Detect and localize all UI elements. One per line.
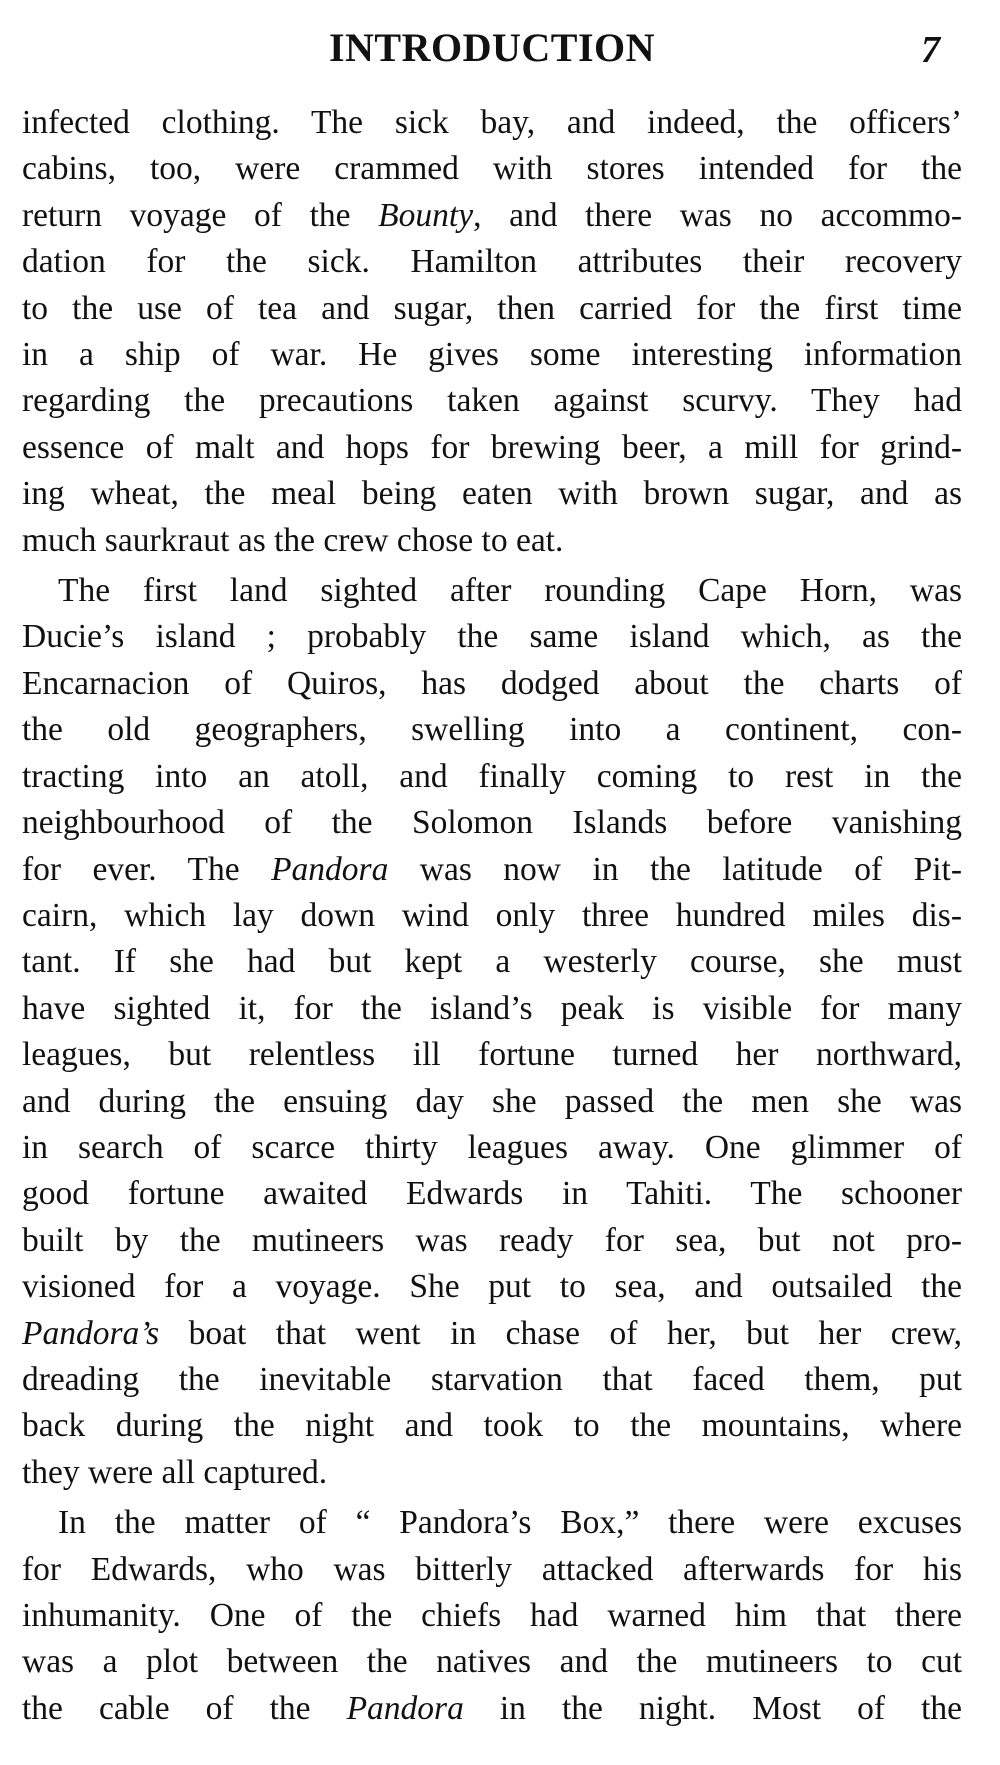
text-line [22, 286, 962, 332]
text-run: much saurkraut as the crew chose to eat. [22, 521, 564, 559]
text-run: cabins, too, were crammed with stores intended for the [22, 150, 962, 188]
text-line [22, 1403, 962, 1449]
text-line [22, 193, 962, 239]
text-run: in the night. Most of the [463, 1689, 962, 1727]
text-run: they were all captured. [22, 1453, 328, 1491]
text-line [22, 1593, 962, 1639]
text-run: return voyage of the [22, 196, 379, 234]
text-line [22, 847, 962, 893]
text-line [22, 1125, 962, 1171]
text-run: tracting into an atoll, and finally coming to rest in the [22, 757, 962, 795]
text-line [22, 1171, 962, 1217]
text-run: infected clothing. The sick bay, and indeed, the officers’ [22, 104, 962, 141]
text-run: to the use of tea and sugar, then carried for the first time [22, 289, 962, 327]
text-line [22, 1218, 962, 1264]
text-line [22, 332, 962, 378]
italic-text: Pandora’s [22, 1314, 160, 1352]
italic-text: Bounty [378, 196, 474, 234]
text-line [22, 1500, 962, 1546]
text-run: inhumanity. One of the chiefs had warned him that there [22, 1597, 962, 1634]
text-run: , and there was no accommo- [473, 196, 962, 234]
text-run: and during the ensuing day she passed the men she was [22, 1082, 962, 1120]
running-head [22, 20, 962, 82]
text-line [22, 568, 962, 614]
text-line [22, 1639, 962, 1685]
text-line [22, 425, 962, 471]
text-run: boat that went in chase of her, but her crew, [159, 1314, 962, 1352]
text-line [22, 707, 962, 753]
text-line [22, 754, 962, 800]
text-line [22, 1079, 962, 1125]
text-run: Ducie’s island ; probably the same island which, as the [22, 618, 962, 656]
text-run: back during the night and took to the mountains, where [22, 1407, 962, 1445]
text-line [22, 1357, 962, 1403]
text-run: for ever. The [22, 850, 272, 888]
text-run: the old geographers, swelling into a continent, con- [22, 711, 962, 749]
text-run: have sighted it, for the island’s peak is visible for many [22, 989, 962, 1027]
text-line [22, 939, 962, 985]
text-run: dreading the inevitable starvation that faced them, put [22, 1360, 962, 1398]
text-line [22, 1032, 962, 1078]
text-line [22, 378, 962, 424]
text-line [22, 661, 962, 707]
text-run: essence of malt and hops for brewing beer, a mill for grind- [22, 428, 962, 466]
text-line [22, 1547, 962, 1593]
text-run: in a ship of war. He gives some interesting information [22, 336, 962, 374]
text-run: ing wheat, the meal being eaten with brown sugar, and as [22, 475, 962, 513]
text-run: leagues, but relentless ill fortune turned her northward, [22, 1036, 962, 1074]
text-run: regarding the precautions taken against scurvy. They had [22, 382, 962, 420]
text-run: was now in the latitude of Pit- [388, 850, 962, 888]
text-run: built by the mutineers was ready for sea, but not pro- [22, 1221, 962, 1259]
body-text [22, 100, 962, 1732]
text-run: Encarnacion of Quiros, has dodged about the charts of [22, 664, 962, 702]
text-line [22, 614, 962, 660]
paragraph [22, 568, 962, 1496]
text-line [22, 1264, 962, 1310]
italic-text: Pandora [271, 850, 389, 888]
paragraph [22, 1500, 962, 1732]
text-line [22, 893, 962, 939]
text-line [22, 986, 962, 1032]
text-run: The first land sighted after rounding Cape Horn, was [58, 572, 962, 610]
page-number: 7 [921, 29, 940, 71]
text-line [22, 146, 962, 192]
text-run: good fortune awaited Edwards in Tahiti. The schooner [22, 1175, 962, 1213]
italic-text: Pandora [346, 1689, 464, 1727]
text-line [22, 518, 962, 564]
text-run: for Edwards, who was bitterly attacked afterwards for his [22, 1550, 962, 1588]
chapter-title: INTRODUCTION [328, 25, 656, 70]
text-line [22, 239, 962, 285]
text-line [22, 1311, 962, 1357]
text-run: was a plot between the natives and the mutineers to cut [22, 1643, 962, 1681]
book-page [22, 20, 962, 1736]
text-run: dation for the sick. Hamilton attributes their recovery [22, 243, 962, 281]
text-line [22, 100, 962, 146]
text-run: visioned for a voyage. She put to sea, and outsailed the [22, 1268, 962, 1306]
text-run: the cable of the [22, 1689, 347, 1727]
text-line [22, 1450, 962, 1496]
text-run: in search of scarce thirty leagues away. One glimmer of [22, 1128, 962, 1166]
text-run: neighbourhood of the Solomon Islands before vanishing [22, 804, 962, 842]
text-line [22, 800, 962, 846]
text-line [22, 1686, 962, 1732]
text-run: In the matter of “ Pandora’s Box,” there were excuses [58, 1504, 962, 1542]
text-run: cairn, which lay down wind only three hundred miles dis- [22, 896, 962, 934]
text-line [22, 471, 962, 517]
paragraph [22, 100, 962, 564]
text-run: tant. If she had but kept a westerly course, she must [22, 943, 962, 981]
